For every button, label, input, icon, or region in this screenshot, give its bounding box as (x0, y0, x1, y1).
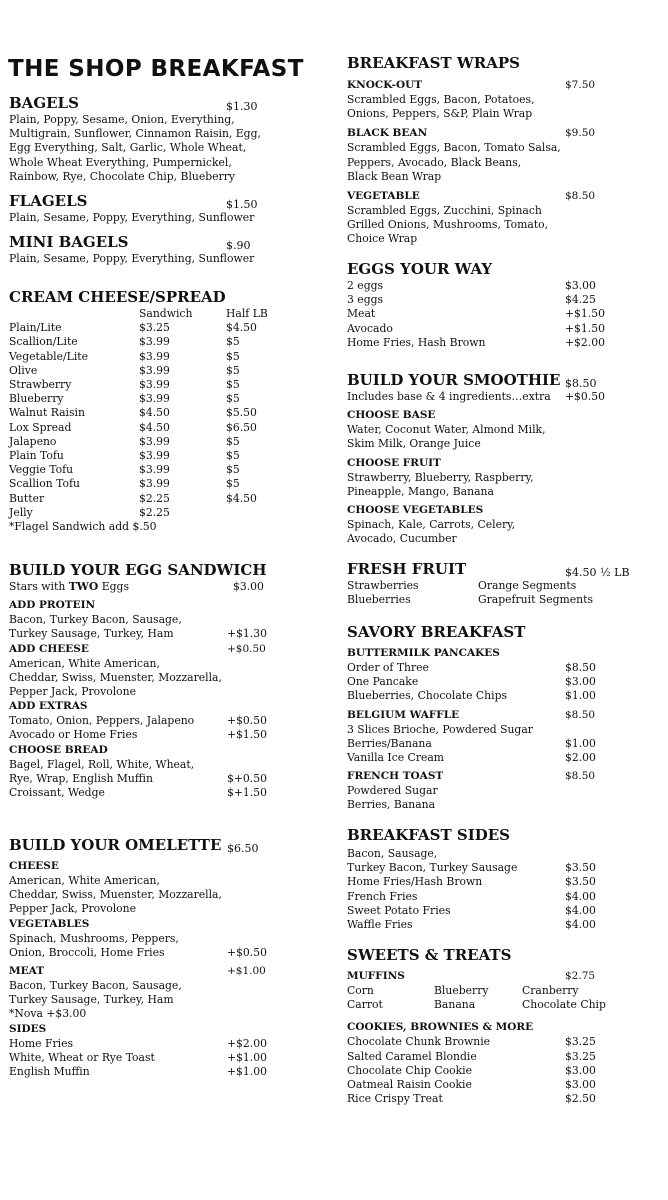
muffin-item: Corn (347, 984, 374, 997)
wrap-description: Peppers, Avocado, Black Beans, (347, 155, 522, 169)
side-item-name: Waffle Fries (347, 918, 413, 932)
smoothie-price: $8.50 (565, 377, 597, 390)
savory-section (347, 623, 637, 813)
bread-price: $+0.50 (227, 771, 267, 785)
egg-sandwich-section (9, 561, 271, 800)
omelette-side-name: English Muffin (9, 1065, 90, 1079)
cream-cheese-sandwich-price: $3.99 (139, 477, 170, 491)
eggs-option-price: +$2.00 (565, 335, 605, 349)
cookies-list (347, 1035, 637, 1106)
cream-cheese-half-lb-price: $5 (226, 335, 240, 349)
cream-cheese-row (9, 364, 271, 378)
omelette-side (9, 1037, 271, 1051)
choose-base-heading: CHOOSE BASE (347, 409, 436, 422)
omelette-veg-price: +$0.50 (227, 945, 267, 959)
wrap-price: $7.50 (565, 79, 596, 91)
wrap-description: Onions, Peppers, S&P, Plain Wrap (347, 107, 533, 121)
side-item-price: $3.50 (565, 861, 596, 875)
cream-cheese-name: Plain Tofu (9, 449, 64, 463)
cream-cheese-sandwich-price: $3.99 (139, 378, 170, 392)
muffin-item: Carrot (347, 998, 383, 1012)
base-line: Water, Coconut Water, Almond Milk, (347, 423, 546, 437)
bagels-line: Plain, Poppy, Sesame, Onion, Everything, (9, 113, 235, 126)
omelette-cheese-line: Cheddar, Swiss, Muenster, Mozzarella, (9, 888, 222, 902)
cookie-item (347, 1078, 637, 1092)
side-item-name: Home Fries/Hash Brown (347, 875, 483, 889)
cream-cheese-name: Scallion/Lite (9, 335, 78, 349)
side-item (347, 847, 637, 861)
wrap-price: $9.50 (565, 127, 596, 140)
cookie-item (347, 1050, 637, 1064)
cream-cheese-row (9, 378, 271, 392)
cream-cheese-name: Plain/Lite (9, 321, 62, 335)
cream-cheese-row (9, 421, 271, 435)
fruit-line: Pineapple, Mango, Banana (347, 484, 494, 498)
extras-price: +$0.50 (227, 714, 267, 728)
choose-fruit-heading: CHOOSE FRUIT (347, 456, 441, 469)
cream-cheese-sandwich-price: $3.99 (139, 434, 170, 448)
eggs-your-way-section (347, 260, 637, 350)
cream-cheese-sandwich-price: $3.25 (139, 321, 170, 335)
bread-line: Bagel, Flagel, Roll, White, Wheat, (9, 757, 195, 771)
cookies-heading: COOKIES, BROWNIES & MORE (347, 1021, 534, 1034)
omelette-cheese-heading: CHEESE (9, 860, 59, 872)
eggs-your-way-heading: EGGS YOUR WAY (347, 260, 493, 278)
eggs-option-name: Meat (347, 307, 376, 321)
cookie-item-name: Oatmeal Raisin Cookie (347, 1078, 472, 1092)
flagels-price: $1.50 (226, 198, 258, 211)
fruit-item: Blueberries (347, 593, 411, 607)
omelette-veg-line: Onion, Broccoli, Home Fries (9, 945, 165, 959)
fruit-item: Orange Segments (478, 579, 577, 592)
smoothie-veg-line: Avocado, Cucumber (347, 532, 457, 546)
fresh-fruit-section (347, 560, 637, 607)
cream-cheese-sandwich-price: $4.50 (139, 406, 170, 420)
cream-cheese-name: Jalapeno (9, 434, 57, 448)
cookie-item-name: Chocolate Chip Cookie (347, 1063, 472, 1077)
omelette-meat-price: +$1.00 (227, 965, 266, 978)
muffin-item: Cranberry (522, 984, 579, 997)
fruit-item: Grapefruit Segments (478, 593, 594, 607)
cream-cheese-row (9, 463, 271, 477)
fresh-fruit-heading: FRESH FRUIT (347, 560, 467, 578)
cream-cheese-row (9, 506, 271, 520)
wrap-description: Black Bean Wrap (347, 169, 442, 183)
base-line: Skim Milk, Orange Juice (347, 437, 481, 451)
side-item (347, 890, 637, 904)
cream-cheese-heading: CREAM CHEESE/SPREAD (9, 288, 226, 306)
cream-cheese-row (9, 321, 271, 335)
side-item (347, 861, 637, 875)
cream-cheese-name: Lox Spread (9, 420, 72, 434)
cookie-item-price: $3.25 (565, 1035, 596, 1049)
omelette-side-price: +$1.00 (227, 1065, 267, 1079)
side-item (347, 918, 637, 932)
cream-cheese-row (9, 435, 271, 449)
bagels-line: Rainbow, Rye, Chocolate Chip, Blueberry (9, 169, 235, 183)
bagels-price: $1.30 (226, 100, 258, 113)
omelette-meat-heading: MEAT (9, 965, 45, 978)
muffin-item: Chocolate Chip (522, 998, 606, 1012)
cream-cheese-sandwich-price: $3.99 (139, 449, 170, 463)
eggs-option (347, 293, 637, 307)
cream-cheese-sandwich-price: $3.99 (139, 463, 170, 477)
choose-vegetables-heading: CHOOSE VEGETABLES (347, 504, 484, 517)
side-item-name: Turkey Bacon, Turkey Sausage (347, 861, 518, 875)
bagels-line: Multigrain, Sunflower, Cinnamon Raisin, Egg, (9, 127, 261, 141)
fruit-item: Strawberries (347, 579, 419, 592)
cookie-item-price: $3.25 (565, 1049, 596, 1063)
eggs-option-price: $3.00 (565, 279, 596, 292)
mini-bagels-price: $.90 (226, 239, 251, 252)
waffle-option (347, 737, 637, 751)
mini-bagels-line: Plain, Sesame, Poppy, Everything, Sunflower (9, 252, 255, 265)
cream-cheese-sandwich-price: $2.25 (139, 505, 170, 519)
waffle-option-name: Vanilla Ice Cream (347, 751, 445, 765)
omelette-cheese-line: American, White American, (9, 874, 160, 887)
wrap-description: Scrambled Eggs, Bacon, Potatoes, (347, 93, 535, 106)
cream-cheese-half-lb-price: $5 (226, 449, 240, 463)
wrap-description: Choice Wrap (347, 232, 418, 246)
cream-cheese-half-lb-price: $5 (226, 434, 240, 448)
cream-cheese-name: Strawberry (9, 378, 72, 392)
pancake-option-price: $3.00 (565, 675, 596, 689)
add-cheese-heading: ADD CHEESE (9, 642, 89, 655)
pancakes-heading: BUTTERMILK PANCAKES (347, 647, 500, 659)
cream-cheese-sandwich-price: $3.99 (139, 335, 170, 349)
omelette-vegetables-heading: VEGETABLES (9, 917, 90, 930)
add-cheese-price: +$0.50 (227, 642, 266, 655)
cookie-item (347, 1064, 637, 1078)
muffin-item: Blueberry (434, 984, 489, 997)
cookie-item-price: $2.50 (565, 1092, 596, 1106)
cookie-item-name: Chocolate Chunk Brownie (347, 1035, 491, 1049)
eggs-your-way-list (347, 279, 637, 350)
egg-sandwich-start: Stars with TWO Eggs $3.00 (9, 580, 264, 593)
cookie-item-name: Rice Crispy Treat (347, 1092, 443, 1106)
omelette-section (9, 836, 271, 1079)
waffle-option-name: Berries/Banana (347, 736, 432, 750)
protein-line: Bacon, Turkey Bacon, Sausage, (9, 613, 182, 627)
omelette-side (9, 1065, 271, 1079)
extras-price: +$1.50 (227, 728, 267, 742)
side-item (347, 904, 637, 918)
french-toast-line: Berries, Banana (347, 798, 436, 812)
muffins-price: $2.75 (565, 970, 596, 982)
wrap-name: KNOCK-OUT (347, 79, 423, 91)
waffle-option-price: $1.00 (565, 736, 596, 750)
add-protein-heading: ADD PROTEIN (9, 599, 96, 612)
pancake-option-name: Order of Three (347, 661, 429, 674)
pancakes-list (347, 661, 637, 704)
french-toast-price: $8.50 (565, 770, 596, 783)
wrap-description: Scrambled Eggs, Zucchini, Spinach (347, 204, 542, 218)
protein-price: +$1.30 (227, 627, 267, 641)
omelette-side (9, 1051, 271, 1065)
bagels-section (9, 94, 271, 184)
omelette-meat-line: *Nova +$3.00 (9, 1007, 87, 1021)
flagels-section (9, 192, 271, 225)
cream-cheese-half-lb-price: $5 (226, 477, 240, 491)
smoothie-includes: Includes base & 4 ingredients…extra (347, 390, 551, 403)
bread-price: $+1.50 (227, 786, 267, 800)
fruit-line: Strawberry, Blueberry, Raspberry, (347, 470, 534, 484)
smoothie-veg-line: Spinach, Kale, Carrots, Celery, (347, 518, 516, 532)
extras-line: Avocado or Home Fries (9, 728, 138, 742)
sweets-heading: SWEETS & TREATS (347, 946, 512, 964)
cheese-line: Pepper Jack, Provolone (9, 685, 137, 699)
omelette-price: $6.50 (227, 842, 259, 855)
muffins-heading: MUFFINS (347, 970, 405, 982)
eggs-option-name: Home Fries, Hash Brown (347, 335, 486, 349)
cream-cheese-note: *Flagel Sandwich add $.50 (9, 520, 157, 534)
eggs-option-name: 2 eggs (347, 279, 384, 292)
waffle-list (347, 723, 637, 766)
side-item-price: $4.00 (565, 918, 596, 932)
cookie-item-name: Salted Caramel Blondie (347, 1049, 477, 1063)
wrap-name: VEGETABLE (347, 190, 420, 203)
omelette-meat-line: Turkey Sausage, Turkey, Ham (9, 993, 174, 1007)
sides-heading: BREAKFAST SIDES (347, 826, 511, 844)
smoothie-extra-price: +$0.50 (565, 390, 605, 403)
cream-cheese-half-lb-price: $5 (226, 363, 240, 377)
cream-cheese-sandwich-price: $3.99 (139, 363, 170, 377)
omelette-veg-line: Spinach, Mushrooms, Peppers, (9, 931, 179, 945)
side-item-name: Sweet Potato Fries (347, 903, 451, 917)
omelette-side-name: Home Fries (9, 1036, 74, 1050)
waffle-price: $8.50 (565, 708, 596, 721)
mini-bagels-section (9, 233, 271, 266)
fresh-fruit-price: $4.50 ½ LB (565, 566, 630, 579)
protein-line: Turkey Sausage, Turkey, Ham (9, 627, 174, 641)
cookie-item (347, 1092, 637, 1106)
cream-cheese-row (9, 406, 271, 420)
smoothie-section (347, 371, 637, 546)
cookie-item (347, 1035, 637, 1049)
side-item-name: French Fries (347, 889, 418, 903)
cream-cheese-name: Veggie Tofu (9, 463, 74, 477)
cream-cheese-table (9, 321, 271, 520)
side-item-price: $4.00 (565, 889, 596, 903)
cream-cheese-half-lb-price: $5 (226, 378, 240, 392)
flagels-heading: FLAGELS (9, 192, 88, 210)
side-item-price: $3.50 (565, 875, 596, 889)
eggs-option (347, 307, 637, 321)
french-toast-line: Powdered Sugar (347, 784, 438, 798)
waffle-option (347, 723, 637, 737)
sandwich-col-header: Sandwich (139, 307, 193, 320)
pancake-option-name: Blueberries, Chocolate Chips (347, 689, 508, 703)
add-extras-heading: ADD EXTRAS (9, 700, 88, 713)
side-item-name: Bacon, Sausage, (347, 847, 438, 860)
cream-cheese-name: Walnut Raisin (9, 406, 85, 420)
sides-list (347, 847, 637, 932)
flagels-line: Plain, Sesame, Poppy, Everything, Sunflower (9, 211, 255, 224)
wraps-section (347, 54, 637, 247)
cream-cheese-name: Vegetable/Lite (9, 349, 89, 363)
omelette-meat-line: Bacon, Turkey Bacon, Sausage, (9, 979, 182, 993)
bread-line: Rye, Wrap, English Muffin (9, 771, 153, 785)
eggs-option-name: Avocado (347, 321, 393, 335)
sweets-section (347, 946, 637, 1106)
cookie-item-price: $3.00 (565, 1063, 596, 1077)
side-item (347, 875, 637, 889)
egg-sandwich-start-price: $3.00 (233, 580, 264, 593)
wrap-description: Grilled Onions, Mushrooms, Tomato, (347, 218, 549, 232)
cream-cheese-sandwich-price: $4.50 (139, 420, 170, 434)
cream-cheese-name: Scallion Tofu (9, 477, 80, 491)
pancake-option (347, 661, 637, 675)
cream-cheese-row (9, 492, 271, 506)
cream-cheese-row (9, 477, 271, 491)
muffin-item: Banana (434, 998, 476, 1012)
smoothie-heading: BUILD YOUR SMOOTHIE (347, 371, 561, 389)
bagels-heading: BAGELS (9, 94, 79, 112)
bagels-line: Whole Wheat Everything, Pumpernickel, (9, 155, 232, 169)
cream-cheese-half-lb-price: $4.50 (226, 321, 257, 335)
wrap-price: $8.50 (565, 190, 596, 203)
cream-cheese-row (9, 449, 271, 463)
pancake-option (347, 689, 637, 703)
choose-bread-heading: CHOOSE BREAD (9, 743, 108, 756)
menu-title: THE SHOP BREAKFAST (8, 56, 304, 82)
omelette-side-price: +$2.00 (227, 1036, 267, 1050)
cream-cheese-half-lb-price: $5 (226, 349, 240, 363)
cream-cheese-section (9, 288, 271, 534)
eggs-option-name: 3 eggs (347, 293, 384, 307)
eggs-option (347, 336, 637, 350)
cream-cheese-half-lb-price: $6.50 (226, 420, 257, 434)
cream-cheese-name: Jelly (9, 505, 33, 519)
cream-cheese-half-lb-price: $5 (226, 392, 240, 406)
extras-line: Tomato, Onion, Peppers, Jalapeno (9, 714, 195, 728)
pancake-option-name: One Pancake (347, 675, 419, 689)
omelette-side-name: White, Wheat or Rye Toast (9, 1050, 155, 1064)
pancake-option-price: $1.00 (565, 689, 596, 703)
waffle-heading: BELGIUM WAFFLE (347, 708, 460, 721)
french-toast-heading: FRENCH TOAST (347, 770, 444, 783)
half-lb-col-header: Half LB (226, 307, 268, 320)
cream-cheese-row (9, 335, 271, 349)
side-item-price: $4.00 (565, 903, 596, 917)
omelette-heading: BUILD YOUR OMELETTE (9, 836, 222, 854)
waffle-option (347, 751, 637, 765)
bread-line: Croissant, Wedge (9, 786, 105, 800)
egg-sandwich-heading: BUILD YOUR EGG SANDWICH (9, 561, 267, 579)
eggs-option-price: +$1.50 (565, 321, 605, 335)
wraps-heading: BREAKFAST WRAPS (347, 54, 520, 72)
cheese-line: Cheddar, Swiss, Muenster, Mozzarella, (9, 670, 222, 684)
wraps-list (347, 73, 637, 247)
cream-cheese-half-lb-price: $4.50 (226, 491, 257, 505)
savory-heading: SAVORY BREAKFAST (347, 623, 526, 641)
omelette-sides-list (9, 1037, 271, 1080)
wrap-name: BLACK BEAN (347, 127, 428, 140)
cream-cheese-sandwich-price: $2.25 (139, 491, 170, 505)
cream-cheese-sandwich-price: $3.99 (139, 349, 170, 363)
waffle-option-price: $2.00 (565, 751, 596, 765)
pancake-option (347, 675, 637, 689)
cream-cheese-row (9, 392, 271, 406)
eggs-option (347, 279, 637, 293)
cheese-line: American, White American, (9, 656, 160, 670)
cream-cheese-name: Blueberry (9, 392, 64, 406)
cream-cheese-half-lb-price: $5 (226, 463, 240, 477)
wrap-description: Scrambled Eggs, Bacon, Tomato Salsa, (347, 141, 561, 155)
omelette-sides-heading: SIDES (9, 1022, 47, 1035)
eggs-option (347, 322, 637, 336)
mini-bagels-heading: MINI BAGELS (9, 233, 129, 251)
eggs-option-price: $4.25 (565, 293, 596, 307)
cookie-item-price: $3.00 (565, 1078, 596, 1092)
cream-cheese-half-lb-price: $5.50 (226, 406, 257, 420)
cream-cheese-name: Butter (9, 491, 45, 505)
bagels-line: Egg Everything, Salt, Garlic, Whole Wheat, (9, 141, 247, 155)
waffle-option-name: 3 Slices Brioche, Powdered Sugar (347, 722, 533, 736)
omelette-side-price: +$1.00 (227, 1050, 267, 1064)
cream-cheese-name: Olive (9, 363, 38, 377)
cream-cheese-sandwich-price: $3.99 (139, 392, 170, 406)
cream-cheese-row (9, 350, 271, 364)
pancake-option-price: $8.50 (565, 661, 596, 674)
sides-section (347, 826, 637, 932)
eggs-option-price: +$1.50 (565, 307, 605, 321)
omelette-cheese-line: Pepper Jack, Provolone (9, 902, 137, 916)
